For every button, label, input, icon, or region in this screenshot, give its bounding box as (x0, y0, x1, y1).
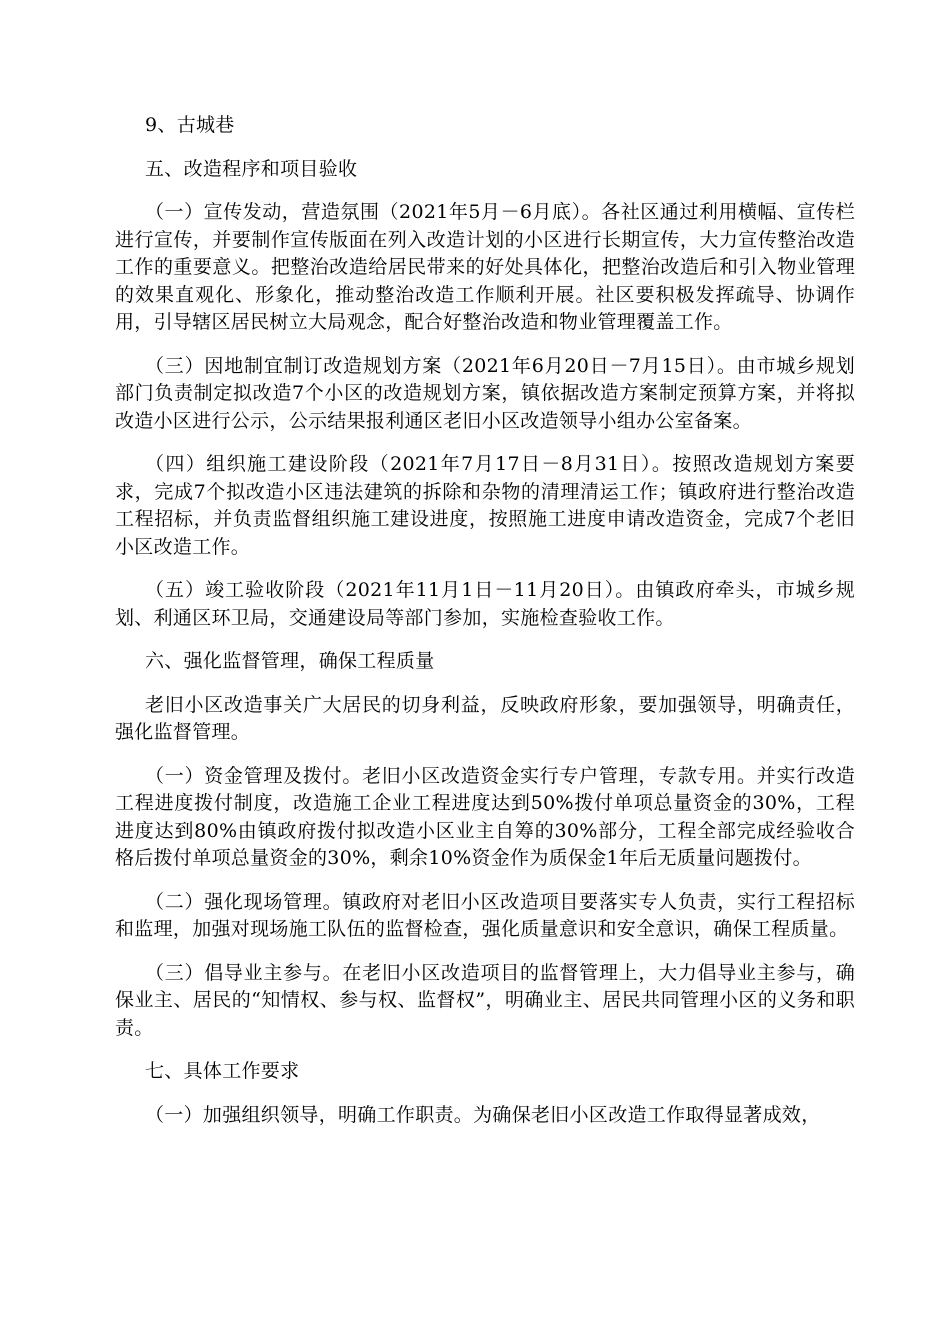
paragraph-owner-participation: （三）倡导业主参与。在老旧小区改造项目的监督管理上，大力倡导业主参与，确保业主、居民的“知情权、参与权、监督权”，明确业主、居民共同管理小区的义务和职责。 (115, 961, 855, 1039)
section-heading-7: 七、具体工作要求 (145, 1060, 300, 1082)
document-page (115, 112, 855, 1145)
paragraph-leadership: （一）加强组织领导，明确工作职责。为确保老旧小区改造工作取得显著成效， (145, 1103, 821, 1126)
section-heading-6: 六、强化监督管理，确保工程质量 (145, 650, 435, 672)
paragraph-publicity: （一）宣传发动，营造氛围（2021年5月－6月底）。各社区通过利用横幅、宣传栏进行宣传，并要制作宣传版面在列入改造计划的小区进行长期宣传，大力宣传整治改造工作的重要意义。把整治改造给居民带来的好处具体化，把整治改造后和引入物业管理的效果直观化、形象化，推动整治改造工作顺利开展。社区要积极发挥疏导、协调作用，引导辖区居民树立大局观念，配合好整治改造和物业管理覆盖工作。 (115, 201, 855, 333)
paragraph-supervision-intro: 老旧小区改造事关广大居民的切身利益，反映政府形象，要加强领导，明确责任，强化监督管理。 (115, 693, 855, 743)
paragraph-construction: （四）组织施工建设阶段（2021年7月17日－8月31日）。按照改造规划方案要求，完成7个拟改造小区违法建筑的拆除和杂物的清理清运工作；镇政府进行整治改造工程招标，并负责监督组织施工建设进度，按照施工进度申请改造资金，完成7个老旧小区改造工作。 (115, 453, 855, 558)
section-heading-5: 五、改造程序和项目验收 (145, 157, 358, 180)
paragraph-funds: （一）资金管理及拨付。老旧小区改造资金实行专户管理，专款专用。并实行改造工程进度拨付制度，改造施工企业工程进度达到50%拨付单项总量资金的30%，工程进度达到80%由镇政府拨付拟改造小区业主自筹的30%部分，工程全部完成经验收合格后拨付单项总量资金的30%，剩余10%资金作为质保金1年后无质量问题拨付。 (115, 764, 855, 869)
paragraph-planning: （三）因地制宜制订改造规划方案（2021年6月20日－7月15日）。由市城乡规划部门负责制定拟改造7个小区的改造规划方案，镇依据改造方案制定预算方案，并将拟改造小区进行公示，公示结果报利通区老旧小区改造领导小组办公室备案。 (115, 354, 855, 432)
list-item-9: 9、古城巷 (145, 114, 235, 136)
paragraph-site-management: （二）强化现场管理。镇政府对老旧小区改造项目要落实专人负责，实行工程招标和监理，加强对现场施工队伍的监督检查，强化质量意识和安全意识，确保工程质量。 (115, 890, 855, 940)
paragraph-acceptance: （五）竣工验收阶段（2021年11月1日－11月20日）。由镇政府牵头，市城乡规划、利通区环卫局，交通建设局等部门参加，实施检查验收工作。 (115, 579, 855, 629)
